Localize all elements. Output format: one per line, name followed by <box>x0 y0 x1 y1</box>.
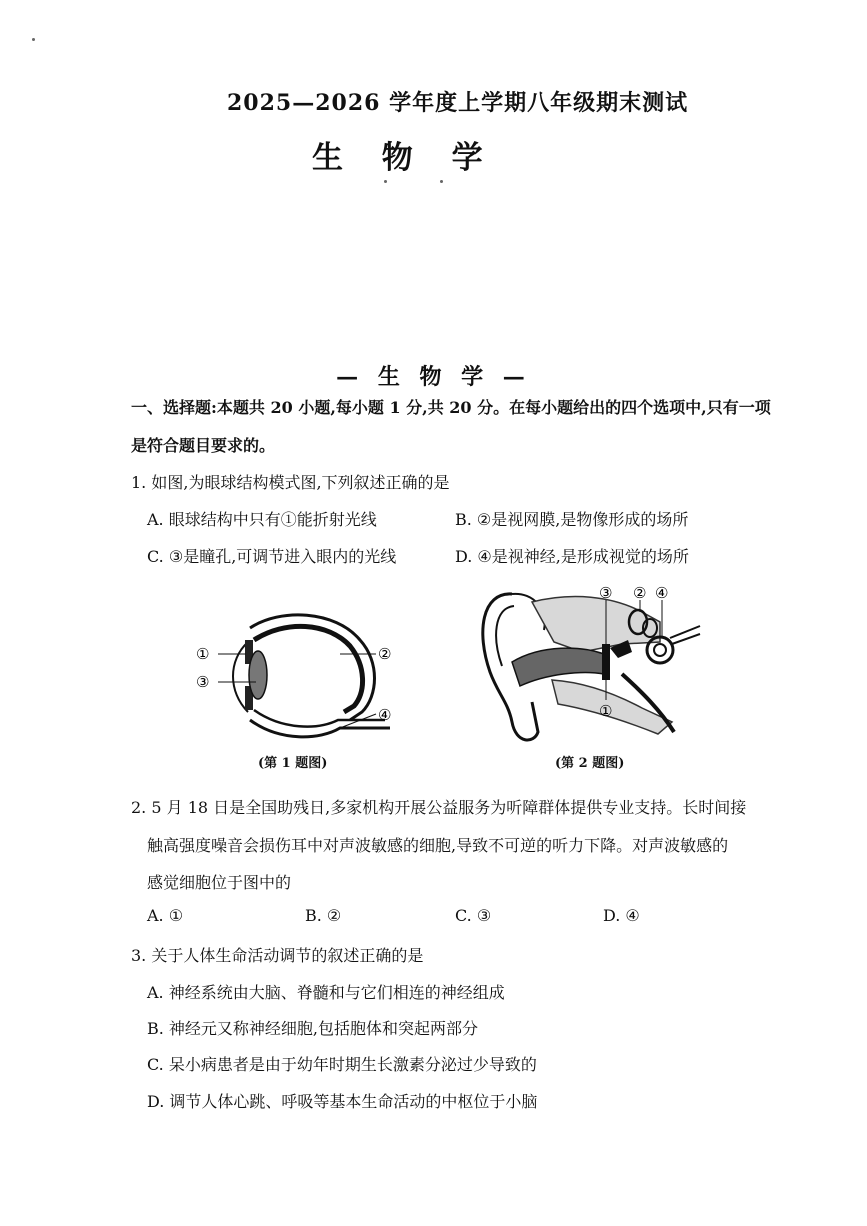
ear-label-1: ① <box>599 702 613 720</box>
question-3-stem: 3. 关于人体生命活动调节的叙述正确的是 <box>131 946 424 965</box>
subject-title: 生 物 学 <box>312 140 497 176</box>
figure-1-caption: (第 1 题图) <box>258 756 328 771</box>
question-3-option-a: A. 神经系统由大脑、脊髓和与它们相连的神经组成 <box>147 983 505 1002</box>
question-2-option-c: C. ③ <box>455 906 492 925</box>
question-1-option-c: C. ③是瞳孔,可调节进入眼内的光线 <box>147 547 397 566</box>
section-instructions-line-1: 一、选择题:本题共 20 小题,每小题 1 分,共 20 分。在每小题给出的四个选项中,只有一项 <box>131 398 771 417</box>
question-3-option-b: B. 神经元又称神经细胞,包括胞体和突起两部分 <box>147 1019 479 1038</box>
question-1-option-b: B. ②是视网膜,是物像形成的场所 <box>455 510 689 529</box>
question-2-stem-line-3: 感觉细胞位于图中的 <box>147 873 292 892</box>
question-2-stem-line-2: 触高强度噪音会损伤耳中对声波敏感的细胞,导致不可逆的听力下降。对声波敏感的 <box>147 836 729 855</box>
figure-2-caption: (第 2 题图) <box>555 756 625 771</box>
ear-label-2: ② <box>633 584 647 602</box>
question-2-stem-line-1: 2. 5 月 18 日是全国助残日,多家机构开展公益服务为听障群体提供专业支持。长时间接 <box>131 798 747 817</box>
ear-structure-diagram <box>472 582 704 752</box>
section-instructions-line-2: 是符合题目要求的。 <box>131 436 276 455</box>
question-1-option-d: D. ④是视神经,是形成视觉的场所 <box>455 547 689 566</box>
section-title: — 生 物 学 — <box>336 364 531 390</box>
question-2-option-b: B. ② <box>305 906 342 925</box>
question-1-stem: 1. 如图,为眼球结构模式图,下列叙述正确的是 <box>131 473 450 492</box>
eye-label-4: ④ <box>378 706 392 724</box>
scan-speck <box>32 38 35 41</box>
question-2-option-d: D. ④ <box>603 906 640 925</box>
question-1-option-a: A. 眼球结构中只有①能折射光线 <box>147 510 377 529</box>
ear-label-4: ④ <box>655 584 669 602</box>
question-3-option-c: C. 呆小病患者是由于幼年时期生长激素分泌过少导致的 <box>147 1055 537 1074</box>
ear-label-3: ③ <box>599 584 613 602</box>
scan-speck <box>440 180 443 183</box>
eye-label-2: ② <box>378 645 392 663</box>
eye-label-3: ③ <box>196 673 210 691</box>
exam-title: 2025—2026 学年度上学期八年级期末测试 <box>227 90 689 116</box>
question-2-option-a: A. ① <box>147 906 184 925</box>
scan-speck <box>384 180 387 183</box>
question-3-option-d: D. 调节人体心跳、呼吸等基本生命活动的中枢位于小脑 <box>147 1092 538 1111</box>
eye-structure-diagram <box>190 600 420 750</box>
eye-label-1: ① <box>196 645 210 663</box>
